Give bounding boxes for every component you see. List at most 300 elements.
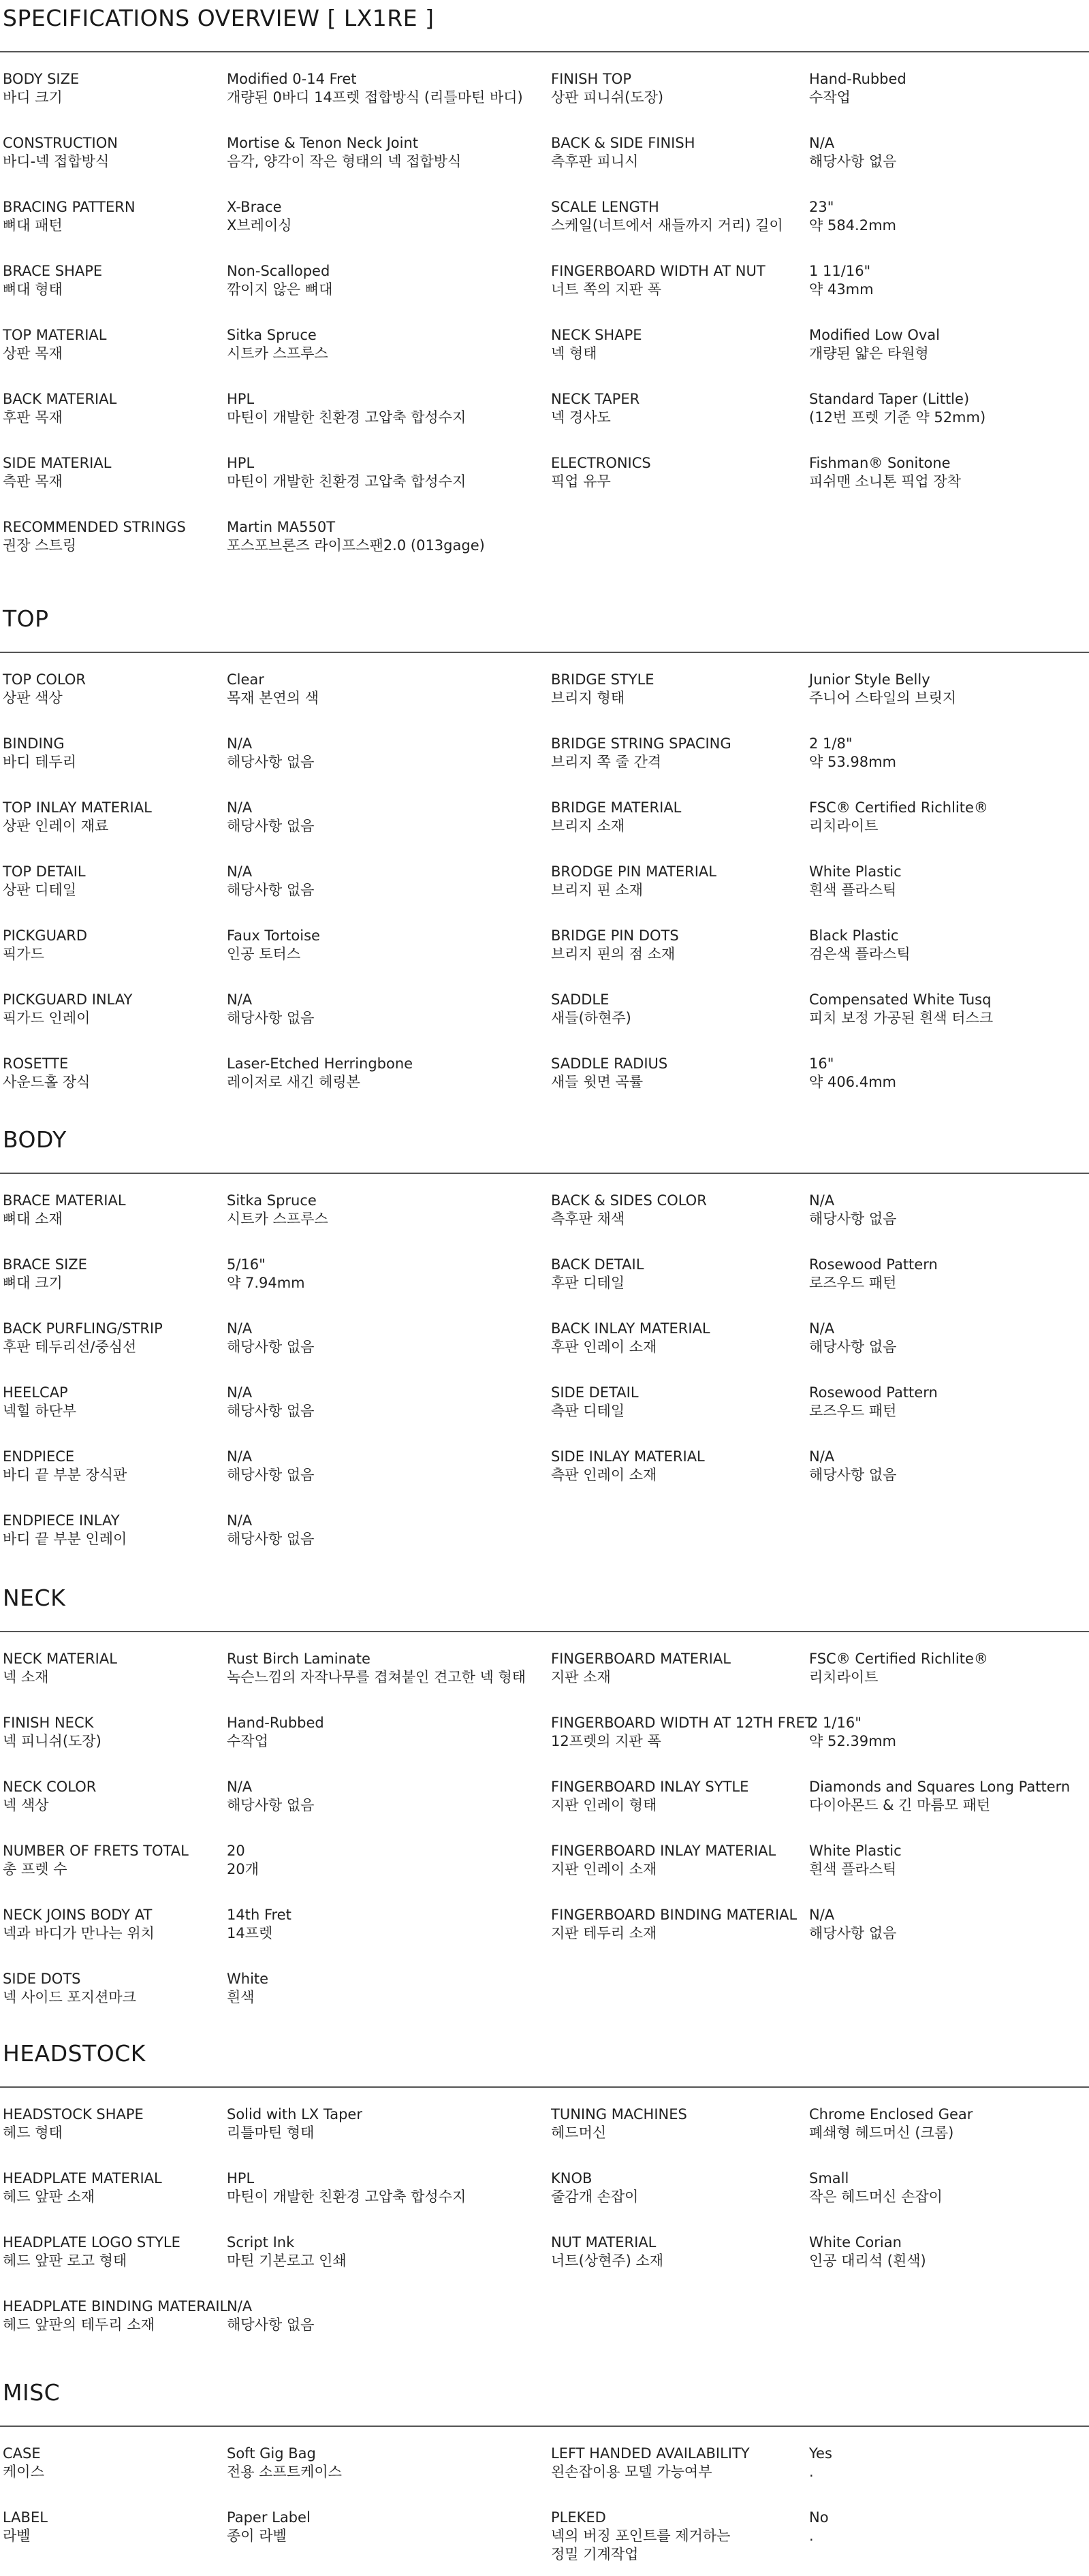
spec-label-korean: 상판 디테일 (3, 882, 77, 898)
spec-value (809, 2169, 1088, 2206)
spec-label (3, 863, 221, 900)
spec-value (809, 1714, 1088, 1751)
spec-value (227, 134, 547, 171)
spec-value-korean: 약 53.98mm (809, 754, 896, 770)
spec-value-english: N/A (809, 1448, 835, 1465)
spec-row (0, 1256, 1089, 1320)
spec-row (0, 2169, 1089, 2233)
spec-label-korean: 넥과 바디가 만나는 위치 (3, 1925, 155, 1941)
spec-label-korean: 뼈대 형태 (3, 281, 63, 298)
spec-value-korean: 로즈우드 패턴 (809, 1403, 897, 1419)
spec-row (0, 2105, 1089, 2169)
spec-label-english: TUNING MACHINES (551, 2106, 687, 2122)
spec-value-korean: (12번 프렛 기준 약 52mm) (809, 409, 986, 426)
spec-value-korean: 목재 본연의 색 (227, 690, 319, 706)
spec-label-korean: 넥 사이드 포지션마크 (3, 1989, 136, 2005)
spec-value (227, 326, 547, 363)
spec-value-english: Hand-Rubbed (809, 71, 906, 87)
spec-label-english: HEADSTOCK SHAPE (3, 2106, 144, 2122)
spec-value-english: Fishman® Sonitone (809, 455, 951, 471)
spec-label-korean: 브리지 핀의 점 소재 (551, 946, 676, 962)
spec-row (0, 2297, 1089, 2362)
section-divider (0, 2086, 1089, 2088)
spec-label (3, 1192, 221, 1228)
spec-label (3, 2169, 221, 2206)
spec-label-english: BACK & SIDES COLOR (551, 1192, 707, 1209)
spec-label (3, 927, 221, 964)
section-title: BODY (3, 1126, 67, 1153)
spec-value-korean: 검은색 플라스틱 (809, 946, 911, 962)
spec-label-korean: 케이스 (3, 2464, 44, 2480)
spec-value-korean: 14프렛 (227, 1925, 273, 1941)
spec-value (227, 390, 547, 427)
spec-label-english: HEADPLATE LOGO STYLE (3, 2234, 180, 2251)
spec-value-korean: 해당사항 없음 (227, 1531, 315, 1547)
spec-value-english: Sitka Spruce (227, 1192, 317, 1209)
spec-label-english: SCALE LENGTH (551, 199, 659, 215)
spec-value-english: Rosewood Pattern (809, 1384, 938, 1401)
spec-label-english: TOP DETAIL (3, 863, 86, 880)
spec-label-korean: 상판 피니쉬(도장) (551, 89, 664, 106)
spec-label-english: BACK INLAY MATERIAL (551, 1320, 710, 1337)
spec-value (809, 799, 1088, 836)
spec-value-english: Laser-Etched Herringbone (227, 1055, 413, 1072)
spec-value (227, 1320, 547, 1356)
spec-label-english: SIDE DETAIL (551, 1384, 639, 1401)
spec-label-english: ENDPIECE INLAY (3, 1512, 120, 1529)
spec-row (0, 390, 1089, 454)
spec-row (0, 2509, 1089, 2573)
spec-label (551, 2233, 803, 2270)
spec-value-english: Soft Gig Bag (227, 2445, 316, 2462)
spec-label-korean: 바디 끝 부분 장식판 (3, 1467, 127, 1483)
spec-label (3, 2509, 221, 2545)
spec-value-korean: . (809, 2464, 814, 2480)
spec-label (551, 134, 803, 171)
spec-label (551, 1906, 803, 1943)
spec-label (3, 735, 221, 772)
spec-label (3, 70, 221, 107)
spec-label-english: SADDLE (551, 991, 610, 1008)
spec-value (227, 1778, 547, 1815)
spec-row (0, 198, 1089, 262)
spec-row (0, 70, 1089, 134)
spec-value-korean: 주니어 스타일의 브릿지 (809, 690, 957, 706)
section-divider (0, 1173, 1089, 1174)
spec-label-korean: 브리지 쪽 줄 간격 (551, 754, 662, 770)
spec-label (3, 1970, 221, 2007)
spec-value (227, 518, 547, 555)
spec-value (227, 671, 547, 707)
spec-label-english: KNOB (551, 2170, 593, 2187)
spec-label-korean: 넥 형태 (551, 345, 597, 362)
spec-value (227, 1906, 547, 1943)
spec-value (227, 1650, 547, 1687)
spec-value-english: Faux Tortoise (227, 927, 320, 944)
spec-row (0, 2233, 1089, 2297)
spec-value-english: N/A (227, 2298, 253, 2315)
spec-value (227, 198, 547, 235)
spec-label-english: BRACING PATTERN (3, 199, 136, 215)
spec-value-english: Rosewood Pattern (809, 1256, 938, 1273)
section-divider (0, 1631, 1089, 1632)
spec-value-korean: 해당사항 없음 (227, 2317, 315, 2333)
spec-label-english: BACK & SIDE FINISH (551, 135, 695, 151)
spec-label-english: BRACE MATERIAL (3, 1192, 126, 1209)
spec-label (3, 1842, 221, 1879)
spec-label-korean: 후판 디테일 (551, 1275, 625, 1291)
spec-value-korean: 포스포브론즈 라이프스팬2.0 (013gage) (227, 537, 485, 554)
spec-value (809, 2509, 1088, 2545)
spec-label-korean: 후판 인레이 소재 (551, 1339, 657, 1355)
spec-label-english: HEELCAP (3, 1384, 68, 1401)
spec-value-korean: 해당사항 없음 (227, 754, 315, 770)
spec-label-korean: 왼손잡이용 모델 가능여부 (551, 2464, 712, 2480)
spec-label-korean: 스케일(너트에서 새들까지 거리) 길이 (551, 217, 783, 234)
spec-label (551, 1842, 803, 1879)
spec-value-english: Small (809, 2170, 849, 2187)
spec-value-english: N/A (227, 735, 253, 752)
spec-value (809, 134, 1088, 171)
spec-label (3, 134, 221, 171)
spec-row (0, 518, 1089, 582)
spec-label-korean: 헤드머신 (551, 2125, 607, 2141)
spec-row (0, 262, 1089, 326)
spec-value-english: HPL (227, 2170, 255, 2187)
spec-value-korean: 해당사항 없음 (227, 1467, 315, 1483)
spec-value (809, 1650, 1088, 1687)
spec-label-english: FINGERBOARD INLAY MATERIAL (551, 1843, 776, 1859)
spec-label (3, 1384, 221, 1420)
spec-row (0, 1320, 1089, 1384)
spec-label-korean: 측후판 피니시 (551, 153, 639, 170)
spec-value (227, 2445, 547, 2481)
spec-label-english: BRACE SHAPE (3, 263, 103, 279)
spec-value-english: N/A (227, 1448, 253, 1465)
spec-value-english: X-Brace (227, 199, 282, 215)
spec-label-english: BRIDGE MATERIAL (551, 799, 682, 816)
spec-value-english: White Corian (809, 2234, 902, 2251)
spec-value-korean: 다이아몬드 & 긴 마름모 패턴 (809, 1797, 991, 1813)
spec-label (551, 262, 803, 299)
spec-value-korean: 해당사항 없음 (809, 1925, 897, 1941)
spec-value (227, 2509, 547, 2545)
spec-label-english: FINISH NECK (3, 1715, 94, 1731)
spec-label-korean: 측판 인레이 소재 (551, 1467, 657, 1483)
spec-label-english: SADDLE RADIUS (551, 1055, 668, 1072)
spec-value-english: Rust Birch Laminate (227, 1651, 370, 1667)
spec-value-korean: 해당사항 없음 (227, 818, 315, 834)
section-divider (0, 2426, 1089, 2427)
spec-value (809, 2445, 1088, 2481)
spec-row (0, 1192, 1089, 1256)
spec-value-english: Martin MA550T (227, 519, 336, 535)
spec-label-korean: 지판 소재 (551, 1669, 611, 1685)
spec-value-english: Black Plastic (809, 927, 899, 944)
spec-value (809, 454, 1088, 491)
spec-value-english: 2 1/8" (809, 735, 853, 752)
spec-label-english: TOP MATERIAL (3, 327, 107, 343)
spec-value-english: Standard Taper (Little) (809, 391, 970, 407)
spec-row (0, 1650, 1089, 1714)
spec-value-english: Sitka Spruce (227, 327, 317, 343)
spec-row (0, 134, 1089, 198)
spec-label-english: PLEKED (551, 2509, 606, 2526)
spec-label-korean: 상판 인레이 재료 (3, 818, 109, 834)
spec-label-english: BRODGE PIN MATERIAL (551, 863, 716, 880)
spec-label-english: LEFT HANDED AVAILABILITY (551, 2445, 750, 2462)
spec-value-korean: 약 43mm (809, 281, 874, 298)
spec-value (227, 1842, 547, 1879)
spec-value-english: FSC® Certified Richlite® (809, 799, 988, 816)
section-title: SPECIFICATIONS OVERVIEW [ LX1RE ] (3, 5, 435, 31)
spec-label (3, 671, 221, 707)
spec-label (3, 262, 221, 299)
spec-value-korean: 수작업 (809, 89, 851, 106)
spec-label-korean: 픽가드 인레이 (3, 1010, 91, 1026)
spec-label-english: CASE (3, 2445, 41, 2462)
spec-value-korean: 약 406.4mm (809, 1074, 896, 1090)
spec-value-english: 1 11/16" (809, 263, 871, 279)
spec-label-english: FINGERBOARD BINDING MATERIAL (551, 1907, 798, 1923)
spec-value-korean: 해당사항 없음 (809, 1467, 897, 1483)
spec-value-english: FSC® Certified Richlite® (809, 1651, 988, 1667)
spec-label-korean: 바디-넥 접합방식 (3, 153, 110, 170)
spec-value-english: N/A (227, 799, 253, 816)
spec-value-english: Hand-Rubbed (227, 1715, 324, 1731)
spec-value-english: Script Ink (227, 2234, 295, 2251)
spec-label (551, 927, 803, 964)
spec-value (227, 735, 547, 772)
spec-label (551, 2445, 803, 2481)
spec-value-english: Solid with LX Taper (227, 2106, 362, 2122)
spec-value (227, 2233, 547, 2270)
spec-value (809, 1384, 1088, 1420)
spec-value (227, 1448, 547, 1484)
spec-label-english: BACK PURFLING/STRIP (3, 1320, 163, 1337)
spec-value-english: N/A (227, 1320, 253, 1337)
spec-value (809, 70, 1088, 107)
spec-value-korean: X브레이싱 (227, 217, 292, 234)
spec-value (227, 1970, 547, 2007)
spec-value-korean: 해당사항 없음 (809, 1339, 897, 1355)
spec-value-english: N/A (227, 863, 253, 880)
spec-value (809, 1320, 1088, 1356)
spec-value-english: Modified 0-14 Fret (227, 71, 357, 87)
spec-value-korean: 해당사항 없음 (227, 1403, 315, 1419)
spec-row (0, 454, 1089, 518)
spec-label-english: FINGERBOARD WIDTH AT 12TH FRET (551, 1715, 814, 1731)
spec-label-english: TOP INLAY MATERIAL (3, 799, 152, 816)
spec-value (809, 198, 1088, 235)
spec-value (809, 1256, 1088, 1292)
spec-label-korean: 지판 인레이 형태 (551, 1797, 657, 1813)
section-title: NECK (3, 1585, 66, 1611)
spec-label-english: BRACE SIZE (3, 1256, 87, 1273)
spec-value-korean: 개량된 얇은 타원형 (809, 345, 929, 362)
spec-label (3, 518, 221, 555)
spec-label-english: ELECTRONICS (551, 455, 651, 471)
spec-row (0, 1055, 1089, 1119)
spec-value-korean: 인공 토터스 (227, 946, 301, 962)
spec-label-english: BODY SIZE (3, 71, 80, 87)
spec-label-english: HEADPLATE MATERIAL (3, 2170, 162, 2187)
spec-value (809, 262, 1088, 299)
spec-label-korean: 바디 끝 부분 인레이 (3, 1531, 127, 1547)
spec-label-english: ROSETTE (3, 1055, 69, 1072)
spec-value-english: N/A (227, 1779, 253, 1795)
spec-label (551, 1714, 814, 1751)
spec-label-english: SIDE MATERIAL (3, 455, 112, 471)
spec-value (227, 799, 547, 836)
spec-row (0, 2445, 1089, 2509)
spec-value (809, 2105, 1088, 2142)
spec-label-korean: 뼈대 소재 (3, 1211, 63, 1227)
spec-value-korean: 폐쇄형 헤드머신 (크롬) (809, 2125, 954, 2141)
spec-value-korean: 녹슨느낌의 자작나무를 겹쳐붙인 견고한 넥 형태 (227, 1669, 526, 1685)
spec-value-korean: 피쉬맨 소니톤 픽업 장착 (809, 473, 961, 490)
spec-value-korean: 리치라이트 (809, 1669, 879, 1685)
spec-value (227, 70, 547, 107)
spec-value (809, 390, 1088, 427)
spec-value (809, 1055, 1088, 1092)
spec-label (3, 1448, 221, 1484)
spec-label-korean: 넥 경사도 (551, 409, 611, 426)
spec-label-english: NECK COLOR (3, 1779, 97, 1795)
spec-row (0, 1714, 1089, 1778)
spec-label-korean: 라벨 (3, 2528, 31, 2544)
spec-value-korean: 음각, 양각이 작은 형태의 넥 접합방식 (227, 153, 462, 170)
spec-label-english: PICKGUARD INLAY (3, 991, 133, 1008)
spec-label-korean: 브리지 형태 (551, 690, 625, 706)
spec-value-english: N/A (809, 135, 835, 151)
spec-label-english: SIDE DOTS (3, 1971, 81, 1987)
spec-label-korean: 사운드홀 장식 (3, 1074, 91, 1090)
spec-value-english: White (227, 1971, 269, 1987)
spec-label-korean-line2: 정밀 기계작업 (551, 2546, 639, 2562)
spec-label-korean: 브리지 소재 (551, 818, 625, 834)
spec-value (227, 454, 547, 491)
spec-label-english: BRIDGE STYLE (551, 671, 654, 688)
spec-label (3, 1778, 221, 1815)
spec-label-korean: 넥 소재 (3, 1669, 49, 1685)
spec-label-korean: 헤드 앞판 소재 (3, 2189, 95, 2205)
spec-value-korean: 종이 라벨 (227, 2528, 287, 2544)
spec-value-korean: 흰색 (227, 1989, 255, 2005)
spec-value (227, 1512, 547, 1548)
spec-label (3, 2445, 221, 2481)
spec-label (3, 2297, 228, 2334)
spec-value-korean: 해당사항 없음 (809, 153, 897, 170)
spec-label (551, 671, 803, 707)
spec-label-korean: 너트 쪽의 지판 폭 (551, 281, 662, 298)
spec-row (0, 735, 1089, 799)
spec-value-english: 16" (809, 1055, 834, 1072)
spec-label (3, 1906, 221, 1943)
spec-label-korean: 새들 윗면 곡률 (551, 1074, 644, 1090)
spec-label-korean: 헤드 앞판의 테두리 소재 (3, 2317, 155, 2333)
spec-label-korean: 너트(상현주) 소재 (551, 2253, 664, 2269)
spec-value-korean: 리치라이트 (809, 818, 879, 834)
spec-value-korean: 수작업 (227, 1733, 268, 1749)
spec-label (3, 198, 221, 235)
spec-label-english: NECK JOINS BODY AT (3, 1907, 153, 1923)
spec-label-english: ENDPIECE (3, 1448, 75, 1465)
spec-row (0, 1384, 1089, 1448)
spec-label-english: BACK DETAIL (551, 1256, 644, 1273)
spec-value (227, 2169, 547, 2206)
spec-label-english: NUMBER OF FRETS TOTAL (3, 1843, 189, 1859)
spec-label-korean: 12프렛의 지판 폭 (551, 1733, 661, 1749)
spec-label-korean: 넥 색상 (3, 1797, 49, 1813)
spec-value-korean: . (809, 2528, 814, 2544)
spec-label (3, 2233, 221, 2270)
spec-label-english: FINGERBOARD WIDTH AT NUT (551, 263, 766, 279)
spec-label (551, 2509, 803, 2564)
spec-label (3, 2105, 221, 2142)
spec-label-english: LABEL (3, 2509, 48, 2526)
spec-label-korean: 뼈대 패턴 (3, 217, 63, 234)
spec-value-english: 20 (227, 1843, 245, 1859)
spec-label-korean: 총 프렛 수 (3, 1861, 67, 1877)
spec-label (3, 799, 221, 836)
spec-value-english: N/A (809, 1320, 835, 1337)
spec-label (3, 1714, 221, 1751)
spec-label-english: BRIDGE STRING SPACING (551, 735, 731, 752)
spec-label-english: PICKGUARD (3, 927, 88, 944)
spec-value (809, 735, 1088, 772)
spec-row (0, 1512, 1089, 1576)
spec-label-korean: 브리지 핀 소재 (551, 882, 644, 898)
spec-label-korean: 바디 크기 (3, 89, 63, 106)
spec-value-korean: 개량된 0바디 14프렛 접합방식 (리틀마틴 바디) (227, 89, 523, 106)
spec-value-korean: 약 52.39mm (809, 1733, 896, 1749)
spec-label-english: TOP COLOR (3, 671, 86, 688)
spec-label (551, 863, 803, 900)
spec-label-english: FINGERBOARD MATERIAL (551, 1651, 731, 1667)
spec-value-korean: 20개 (227, 1861, 259, 1877)
spec-label-korean: 측후판 채색 (551, 1211, 625, 1227)
spec-value-korean: 해당사항 없음 (227, 1339, 315, 1355)
spec-label (551, 735, 803, 772)
spec-value-korean: 전용 소프트케이스 (227, 2464, 342, 2480)
section-divider (0, 51, 1089, 52)
spec-label (3, 1650, 221, 1687)
spec-value-english: HPL (227, 391, 255, 407)
spec-row (0, 1448, 1089, 1512)
spec-label-korean: 뼈대 크기 (3, 1275, 63, 1291)
spec-label (551, 390, 803, 427)
spec-row (0, 991, 1089, 1055)
spec-value (227, 927, 547, 964)
spec-label-korean: 줄감개 손잡이 (551, 2189, 639, 2205)
spec-value (227, 2105, 547, 2142)
spec-value-korean: 시트카 스프루스 (227, 1211, 328, 1227)
spec-value (227, 1714, 547, 1751)
spec-label (3, 1055, 221, 1092)
spec-value-korean: 리틀마틴 형태 (227, 2125, 315, 2141)
spec-value-english: N/A (227, 1512, 253, 1529)
spec-row (0, 1778, 1089, 1842)
spec-value (227, 262, 547, 299)
spec-value (809, 863, 1088, 900)
spec-label (551, 991, 803, 1028)
spec-label-korean: 권장 스트링 (3, 537, 77, 554)
spec-value-english: N/A (809, 1192, 835, 1209)
spec-value-english: Yes (809, 2445, 832, 2462)
spec-label-korean: 픽업 유무 (551, 473, 611, 490)
spec-label-korean: 측판 디테일 (551, 1403, 625, 1419)
